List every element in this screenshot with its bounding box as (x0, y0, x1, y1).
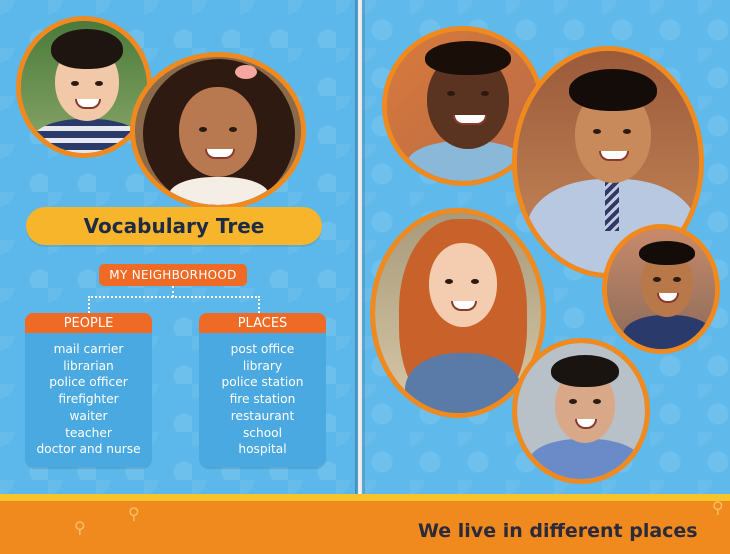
list-item: firefighter (58, 392, 119, 407)
list-item: waiter (69, 408, 108, 423)
list-item: teacher (65, 425, 112, 440)
list-item: mail carrier (53, 342, 124, 356)
photo-boy-hoodie (512, 338, 650, 484)
list-item: doctor and nurse (36, 442, 141, 457)
tree-connector-horizontal (88, 296, 260, 298)
list-item: police officer (49, 375, 128, 390)
places-header: PLACES (199, 313, 326, 333)
photo-girl-curly-hair (130, 52, 306, 210)
right-page-heading: We live in different places (418, 520, 698, 542)
list-item: library (242, 358, 283, 373)
bottom-yellow-line (0, 494, 730, 501)
list-item: police station (221, 375, 304, 390)
left-page (0, 0, 358, 497)
location-pin-icon: ⚲ (712, 498, 724, 517)
people-list (25, 333, 152, 464)
people-card (25, 313, 152, 467)
list-item: fire station (229, 392, 296, 407)
neighborhood-topic-tag: MY NEIGHBORHOOD (99, 264, 247, 286)
vocabulary-tree-banner (26, 207, 322, 245)
location-pin-icon: ⚲ (128, 504, 140, 523)
vocabulary-tree-title: Vocabulary Tree (83, 214, 265, 238)
list-item: post office (230, 342, 295, 356)
list-item: librarian (63, 358, 114, 373)
places-list (199, 333, 326, 464)
tree-connector-left (88, 296, 90, 313)
tree-connector-right (258, 296, 260, 313)
location-pin-icon: ⚲ (74, 518, 86, 537)
list-item: school (242, 425, 283, 440)
people-header: PEOPLE (25, 313, 152, 333)
places-card (199, 313, 326, 467)
photo-boy-polo (602, 224, 720, 354)
list-item: hospital (238, 442, 287, 457)
book-gutter (355, 0, 365, 554)
list-item: restaurant (230, 408, 295, 423)
right-page (362, 0, 730, 497)
